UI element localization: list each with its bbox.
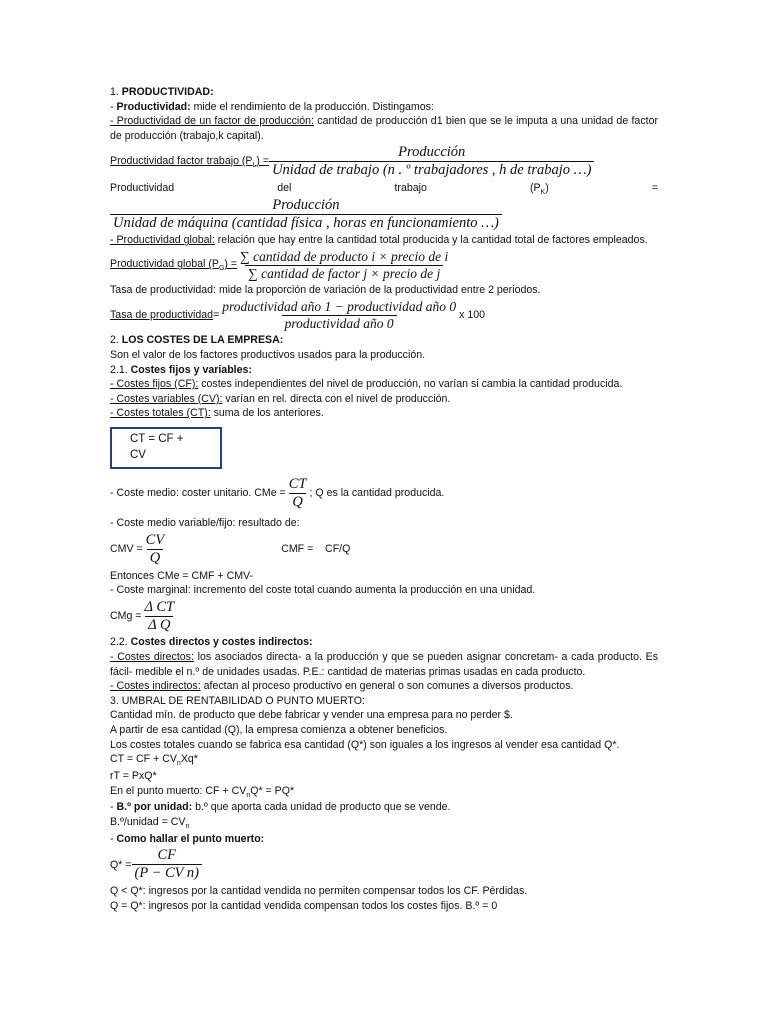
- fraction: [237, 250, 451, 281]
- productividad-capital-label-row: [110, 181, 658, 198]
- subsection-2-1-heading: [110, 363, 658, 378]
- denominator: Q: [289, 493, 305, 511]
- term: B.º por unidad:: [116, 801, 193, 814]
- denominator: Unidad de trabajo (n . º trabajadores , h de trabajo …): [269, 161, 594, 179]
- definition-text: cantidad de producción d1 bien que se le imputa a una unidad de factor de producción (trabajo,k capital).: [110, 115, 658, 142]
- numerator: Δ CT: [144, 598, 175, 615]
- productividad-global-def: [110, 233, 658, 248]
- definition-text: mide el rendimiento de la producción. Distingamos:: [190, 100, 434, 113]
- formula-productividad-global: [110, 250, 658, 281]
- word: Productividad: [110, 182, 175, 195]
- fraction: [110, 198, 502, 232]
- document-page: [110, 85, 658, 913]
- equals-sign: =: [213, 309, 220, 322]
- term: - Costes totales (CT):: [110, 407, 211, 420]
- definition-text: afectan al proceso productivo en general o son comunes a diversos productos.: [200, 680, 574, 693]
- costes-totales-def: [110, 406, 658, 421]
- term: Como hallar el punto muerto:: [116, 832, 265, 845]
- formula-label: - Coste medio: coster unitario. CMe =: [110, 487, 286, 500]
- coste-medio-variable-def: - Coste medio variable/fijo: resultado de:: [110, 517, 300, 530]
- formula-rt: rT = PxQ*: [110, 770, 157, 783]
- numerator: ∑ cantidad de producto i × precio de i: [240, 249, 449, 265]
- tasa-productividad-def: Tasa de productividad: mide la proporción de variación de la productividad entre 2 periodos.: [110, 284, 541, 297]
- costes-directos-def: [110, 650, 658, 679]
- fraction: [132, 848, 202, 882]
- section-number: 1.: [110, 86, 122, 98]
- costes-variables-def: [110, 392, 658, 407]
- definition-text: relación que hay entre la cantidad total producida y la cantidad total de factores empleados.: [214, 234, 648, 247]
- numerator: CV: [145, 531, 165, 548]
- definition-text: costes independientes del nivel de producción, no varían si cambia la cantidad producida.: [198, 378, 623, 391]
- formula-label: CMg =: [110, 610, 142, 623]
- denominator: productividad año 0: [282, 315, 397, 332]
- word: trabajo: [394, 182, 427, 195]
- costes-totales-formula-box: CT = CF + CV: [110, 427, 222, 469]
- productividad-factor-def: [110, 114, 658, 143]
- fraction: [286, 477, 310, 511]
- denominator: Q: [147, 549, 163, 567]
- formula-note: ; Q es la cantidad producida.: [309, 487, 445, 500]
- formula-ct: CT = CF + $CV_nXq*$: [110, 753, 198, 768]
- definition-text: los asociados directa- a la producción y que se pueden asignar concretam- a cada producto. Es fácil- medible el n.º de unidades usadas. P.E.: cantidad de materias primas usadas en cada producto.: [110, 651, 658, 678]
- fraction: [269, 145, 594, 179]
- term: - Costes directos:: [110, 651, 194, 663]
- formula-label: Productividad factor trabajo $(P_L)$ =: [110, 154, 270, 169]
- bullet: -: [110, 100, 117, 113]
- numerator: CT: [288, 475, 307, 492]
- numerator: productividad año 1 − productividad año 0: [222, 299, 457, 314]
- denominator: ∑ cantidad de factor j × precio de j: [245, 265, 443, 282]
- term: - Costes variables (CV):: [110, 392, 223, 405]
- term: - Costes indirectos:: [110, 680, 201, 693]
- formula-q-star: [110, 848, 658, 882]
- punto-muerto-line: A partir de esa cantidad (Q), la empresa comienza a obtener beneficios.: [110, 724, 448, 737]
- word: $(P_K)$: [529, 182, 549, 197]
- section-number: 2.: [110, 334, 122, 347]
- section-1-heading: [110, 85, 658, 100]
- subsection-2-2-heading: [110, 635, 658, 650]
- formula-coste-medio: [110, 477, 658, 511]
- term: - Costes fijos (CF):: [110, 378, 199, 391]
- formula-punto-muerto: En el punto muerto: CF + $CV_nQ* = PQ*$: [110, 784, 295, 799]
- formula-cmv-cmf: [110, 533, 658, 567]
- fraction: [143, 533, 168, 567]
- term: - Productividad de un factor de producción:: [110, 115, 315, 128]
- numerator: CF: [157, 847, 176, 864]
- multiplier: x 100: [459, 309, 486, 322]
- section-title: PRODUCTIVIDAD:: [121, 86, 214, 98]
- productividad-def: [110, 100, 658, 115]
- fraction: [219, 300, 459, 331]
- como-hallar-heading: - Como hallar el punto muerto:: [110, 832, 265, 845]
- case-q-equal: Q = Q*: ingresos por la cantidad vendida compensan todos los costes fijos. B.º = 0: [110, 899, 498, 912]
- denominator: (P − CV n): [132, 864, 202, 882]
- equals-sign: =: [651, 182, 658, 195]
- beneficio-unidad-def: - B.º por unidad: b.º que aporta cada unidad de producto que se vende.: [110, 801, 451, 814]
- section-title: LOS COSTES DE LA EMPRESA:: [121, 334, 284, 347]
- formula-cmf: CMF = CF/Q: [281, 543, 351, 556]
- fraction: [142, 600, 178, 634]
- section-number: 2.1.: [110, 363, 131, 376]
- costes-fijos-def: [110, 377, 658, 392]
- punto-muerto-def: Cantidad mín. de producto que debe fabricar y vender una empresa para no perder $.: [110, 709, 513, 722]
- costes-intro: Son el valor de los factores productivos usados para la producción.: [110, 348, 426, 361]
- section-title: Costes directos y costes indirectos:: [130, 636, 313, 649]
- term: - Productividad global:: [110, 234, 215, 247]
- formula-label: CMV =: [110, 543, 143, 556]
- term: Productividad:: [116, 100, 191, 113]
- formula-coste-marginal: [110, 600, 658, 634]
- formula-tasa-productividad: [110, 300, 658, 331]
- word: del: [277, 182, 292, 195]
- coste-marginal-def: - Coste marginal: incremento del coste total cuando aumenta la producción en una unidad.: [110, 584, 536, 597]
- entonces-line: Entonces CMe = CMF + CMV-: [110, 569, 254, 582]
- numerator: Producción: [272, 196, 340, 213]
- section-number: 2.2.: [110, 636, 131, 649]
- formula-label: Tasa de productividad: [110, 309, 214, 322]
- section-title: Costes fijos y variables:: [130, 363, 252, 376]
- definition-text: varían en rel. directa con el nivel de producción.: [222, 392, 451, 405]
- denominator: Δ Q: [145, 616, 173, 634]
- section-2-heading: [110, 333, 658, 348]
- formula-label: Productividad global $(P_G)$ =: [110, 258, 238, 273]
- definition-text: b.º que aporta cada unidad de producto que se vende.: [192, 801, 451, 814]
- denominator: Unidad de máquina (cantidad física , horas en funcionamiento …): [110, 214, 502, 232]
- formula-beneficio-unidad: B.º/unidad = $CV_n$: [110, 816, 190, 831]
- case-q-less: Q < Q*: ingresos por la cantidad vendida no permiten compensar todos los CF. Pérdidas.: [110, 885, 528, 897]
- costes-indirectos-def: [110, 679, 658, 694]
- definition-text: suma de los anteriores.: [210, 407, 324, 420]
- punto-muerto-line: Los costes totales cuando se fabrica esa cantidad (Q*) son iguales a los ingresos al vender esa cantidad Q*.: [110, 738, 620, 751]
- formula-productividad-capital: [110, 198, 658, 232]
- numerator: Producción: [398, 144, 466, 161]
- formula-productividad-trabajo: [110, 145, 658, 179]
- section-3-heading: 3. UMBRAL DE RENTABILIDAD O PUNTO MUERTO:: [110, 694, 365, 707]
- formula-label: Q* =: [110, 858, 132, 871]
